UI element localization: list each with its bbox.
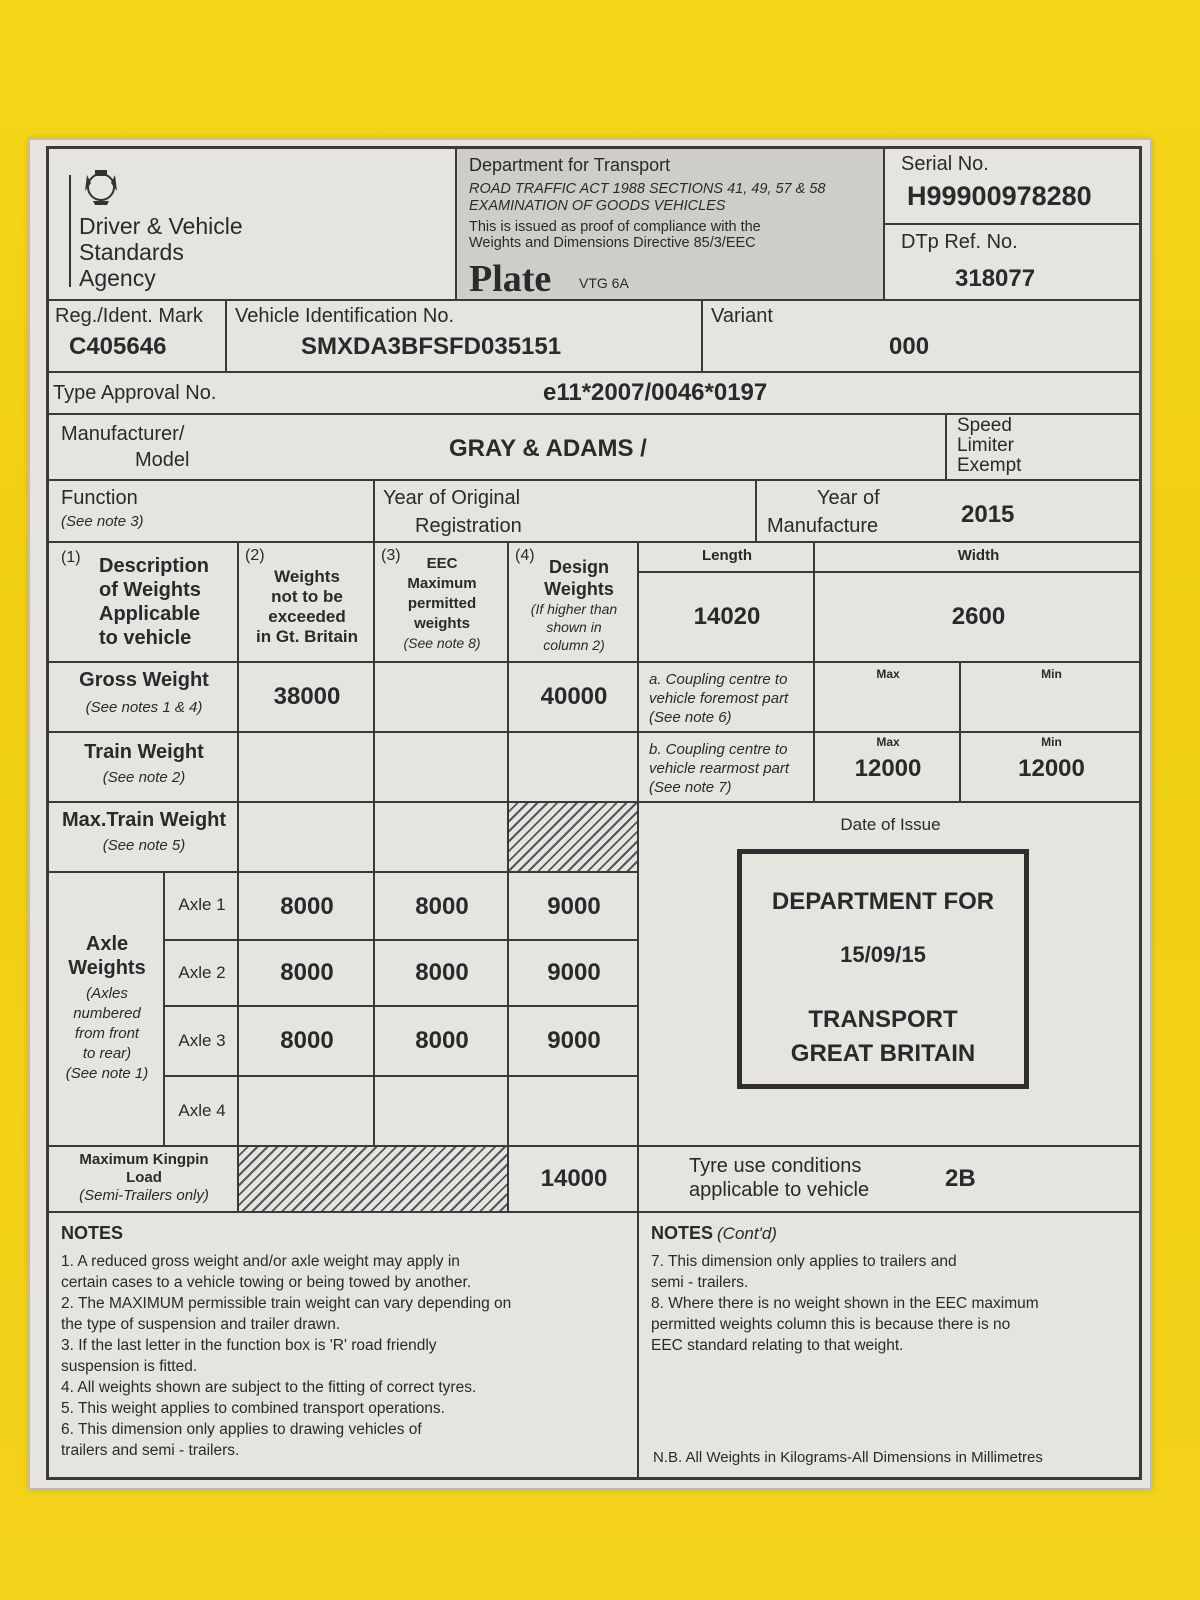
width-value: 2600 bbox=[951, 603, 1006, 630]
axle1-c4-cell bbox=[509, 873, 639, 941]
speed-limiter-cell bbox=[947, 415, 1142, 481]
variant-value: 000 bbox=[889, 333, 930, 360]
coupling-a-line1: a. Coupling centre to bbox=[649, 671, 788, 688]
coupling-b-line3: (See note 7) bbox=[649, 779, 732, 796]
act-line2: EXAMINATION OF GOODS VEHICLES bbox=[469, 198, 726, 214]
nb-line: N.B. All Weights in Kilograms-All Dimensions in Millimetres bbox=[653, 1449, 1043, 1466]
year-original-label1: Year of Original bbox=[383, 487, 521, 509]
manufacturer-value: GRAY & ADAMS / bbox=[449, 435, 647, 462]
axle4-c4-cell bbox=[509, 1077, 639, 1147]
axle4-name-cell bbox=[165, 1077, 239, 1147]
col1-line4: to vehicle bbox=[99, 627, 192, 649]
axle4-c3-cell bbox=[375, 1077, 509, 1147]
kingpin-line1: Maximum Kingpin bbox=[79, 1151, 209, 1168]
col2-header bbox=[239, 543, 375, 663]
gross-c2: 38000 bbox=[273, 683, 341, 710]
maxtrain-c4-hatched bbox=[509, 803, 639, 873]
agency-line2: Standards bbox=[79, 239, 184, 265]
function-note: (See note 3) bbox=[61, 513, 144, 530]
coupling-a-max-cell bbox=[815, 663, 961, 733]
plate-title: Plate bbox=[469, 258, 552, 300]
col3-line2: Maximum bbox=[407, 575, 477, 592]
col4-line3: (If higher than bbox=[530, 601, 618, 617]
stamp-line3: TRANSPORT bbox=[808, 1006, 958, 1033]
axle-label2: Weights bbox=[68, 957, 146, 979]
manufacturer-label2: Model bbox=[135, 449, 190, 471]
length-value-cell bbox=[639, 573, 815, 663]
train-note: (See note 2) bbox=[102, 769, 186, 786]
axle-label-cell bbox=[49, 873, 165, 1147]
dtp-block bbox=[885, 225, 1142, 301]
agency-line1: Driver & Vehicle bbox=[79, 213, 243, 239]
coupling-a-line2: vehicle foremost part bbox=[649, 690, 789, 707]
length-value: 14020 bbox=[693, 603, 761, 630]
note-line: 4. All weights shown are subject to the fitting of correct tyres. bbox=[61, 1379, 477, 1396]
length-label: Length bbox=[702, 547, 752, 564]
vin-label: Vehicle Identification No. bbox=[235, 305, 455, 327]
royal-crest-icon bbox=[77, 167, 125, 207]
axle3-c2-cell bbox=[239, 1007, 375, 1077]
note-line: trailers and semi - trailers. bbox=[61, 1442, 240, 1459]
coupling-a-line3: (See note 6) bbox=[649, 709, 732, 726]
manufacturer-label1: Manufacturer/ bbox=[61, 423, 185, 445]
train-c4-cell bbox=[509, 733, 639, 803]
col3-line3: permitted bbox=[407, 595, 477, 612]
col3-header bbox=[375, 543, 509, 663]
col3-num: (3) bbox=[381, 547, 401, 564]
reg-label: Reg./Ident. Mark bbox=[55, 305, 203, 327]
col2-line2: not to be bbox=[271, 587, 343, 606]
year-manufacture-value: 2015 bbox=[961, 501, 1015, 528]
tyre-value: 2B bbox=[945, 1165, 976, 1192]
type-approval-row bbox=[49, 373, 1142, 415]
col1-line3: Applicable bbox=[99, 603, 201, 625]
tyre-line2: applicable to vehicle bbox=[689, 1179, 870, 1201]
gross-label: Gross Weight bbox=[79, 669, 209, 691]
stamp-date: 15/09/15 bbox=[840, 942, 926, 967]
train-label: Train Weight bbox=[84, 741, 204, 763]
coupling-b-cell bbox=[639, 733, 815, 803]
coupling-a-max-label: Max bbox=[876, 667, 900, 681]
manufacturer-cell bbox=[49, 415, 947, 481]
maxtrain-c3-cell bbox=[375, 803, 509, 873]
note-line: semi - trailers. bbox=[651, 1274, 749, 1291]
maxtrain-label: Max.Train Weight bbox=[61, 809, 227, 831]
serial-label: Serial No. bbox=[901, 153, 989, 175]
coupling-b-max-cell bbox=[815, 733, 961, 803]
notes-list bbox=[61, 1251, 511, 1461]
axle1-c3-cell bbox=[375, 873, 509, 941]
issued-line2: Weights and Dimensions Directive 85/3/EEC bbox=[469, 235, 756, 251]
variant-label: Variant bbox=[711, 305, 773, 327]
notes-right bbox=[639, 1213, 1142, 1477]
coupling-b-line2: vehicle rearmost part bbox=[649, 760, 790, 777]
year-manufacture-cell bbox=[757, 481, 1142, 543]
note-line: 8. Where there is no weight shown in the EEC maximum bbox=[651, 1295, 1039, 1312]
kingpin-label-cell bbox=[49, 1147, 239, 1213]
col4-line2: Weights bbox=[544, 579, 614, 599]
note-line: permitted weights column this is because there is no bbox=[651, 1316, 1011, 1333]
train-label-cell bbox=[49, 733, 239, 803]
type-approval-label: Type Approval No. bbox=[53, 382, 217, 404]
vin-value: SMXDA3BFSFD035151 bbox=[301, 333, 562, 360]
vin-cell bbox=[227, 301, 703, 373]
notes-title: NOTES bbox=[61, 1223, 124, 1243]
coupling-a-min-label: Min bbox=[1041, 667, 1062, 681]
width-label: Width bbox=[957, 547, 1000, 564]
act-line1: ROAD TRAFFIC ACT 1988 SECTIONS 41, 49, 57 & 58 bbox=[469, 181, 826, 197]
col4-num: (4) bbox=[515, 547, 535, 564]
coupling-b-min-value: 12000 bbox=[1018, 755, 1085, 782]
function-cell bbox=[49, 481, 375, 543]
agency-divider bbox=[69, 175, 71, 287]
axle1-name-cell bbox=[165, 873, 239, 941]
axle-note3: from front bbox=[74, 1025, 140, 1042]
note-line: 5. This weight applies to combined transport operations. bbox=[61, 1400, 445, 1417]
dtp-label: DTp Ref. No. bbox=[901, 231, 1018, 253]
coupling-b-min-cell bbox=[961, 733, 1142, 803]
axle-note4: to rear) bbox=[82, 1045, 132, 1062]
axle4-name: Axle 4 bbox=[178, 1101, 226, 1120]
stamp-line4: GREAT BRITAIN bbox=[790, 1040, 976, 1067]
vtg6a-plate bbox=[28, 138, 1152, 1490]
tyre-cell bbox=[639, 1147, 1142, 1213]
col4-line5: column 2) bbox=[543, 637, 605, 653]
col4-header bbox=[509, 543, 639, 663]
maxtrain-label-cell bbox=[49, 803, 239, 873]
axle2-name-cell bbox=[165, 941, 239, 1007]
axle4-c2-cell bbox=[239, 1077, 375, 1147]
dept-title: Department for Transport bbox=[469, 155, 671, 175]
notes-left bbox=[49, 1213, 639, 1477]
gross-note: (See notes 1 & 4) bbox=[85, 699, 203, 716]
serial-value: H99900978280 bbox=[907, 181, 1092, 211]
notes-cont-list bbox=[651, 1251, 1039, 1356]
stamp-line1: DEPARTMENT FOR bbox=[771, 888, 995, 915]
axle-note5: (See note 1) bbox=[65, 1065, 149, 1082]
length-label-cell bbox=[639, 543, 815, 573]
axle3-c4-cell bbox=[509, 1007, 639, 1077]
maxtrain-note: (See note 5) bbox=[102, 837, 186, 854]
col2-line1: Weights bbox=[274, 567, 340, 586]
width-value-cell bbox=[815, 573, 1142, 663]
serial-block bbox=[885, 149, 1142, 225]
speed-limiter-line3: Exempt bbox=[957, 455, 1022, 476]
axle-note1: (Axles bbox=[86, 985, 128, 1002]
note-line: 3. If the last letter in the function box is 'R' road friendly bbox=[61, 1337, 437, 1354]
date-of-issue-label: Date of Issue bbox=[840, 815, 941, 834]
axle-label1: Axle bbox=[85, 933, 129, 955]
year-manufacture-label1: Year of bbox=[817, 487, 880, 509]
axle2-c2: 8000 bbox=[280, 959, 334, 986]
issued-line1: This is issued as proof of compliance with the bbox=[469, 219, 761, 235]
agency-block bbox=[49, 149, 457, 301]
gross-label-cell bbox=[49, 663, 239, 733]
axle2-c3: 8000 bbox=[415, 959, 469, 986]
reg-cell bbox=[49, 301, 227, 373]
note-line: EEC standard relating to that weight. bbox=[651, 1337, 904, 1354]
axle-note2: numbered bbox=[73, 1005, 141, 1022]
col4-line1: Design bbox=[548, 557, 609, 577]
width-label-cell bbox=[815, 543, 1142, 573]
train-c3-cell bbox=[375, 733, 509, 803]
col1-line1: Description bbox=[99, 555, 210, 577]
coupling-b-line1: b. Coupling centre to bbox=[649, 741, 788, 758]
coupling-a-cell bbox=[639, 663, 815, 733]
agency-line3: Agency bbox=[79, 265, 156, 291]
axle1-c2-cell bbox=[239, 873, 375, 941]
axle2-c2-cell bbox=[239, 941, 375, 1007]
axle3-c4: 9000 bbox=[547, 1027, 601, 1054]
col1-line2: of Weights bbox=[99, 579, 201, 601]
coupling-b-max-label: Max bbox=[876, 735, 900, 749]
issue-stamp bbox=[737, 849, 1029, 1089]
plate-code: VTG 6A bbox=[579, 275, 629, 291]
notes-cont-sub: (Cont'd) bbox=[717, 1224, 777, 1243]
axle1-c3: 8000 bbox=[415, 893, 469, 920]
axle3-c3-cell bbox=[375, 1007, 509, 1077]
col4-line4: shown in bbox=[546, 619, 602, 635]
tyre-line1: Tyre use conditions bbox=[689, 1155, 862, 1177]
note-line: the type of suspension and trailer drawn. bbox=[61, 1316, 341, 1333]
gross-c4-cell bbox=[509, 663, 639, 733]
note-line: 6. This dimension only applies to drawing vehicles of bbox=[61, 1421, 422, 1438]
gross-c3-cell bbox=[375, 663, 509, 733]
date-of-issue-block bbox=[639, 803, 1142, 1147]
axle2-c4-cell bbox=[509, 941, 639, 1007]
coupling-a-min-cell bbox=[961, 663, 1142, 733]
axle1-name: Axle 1 bbox=[178, 895, 226, 914]
coupling-b-min-label: Min bbox=[1041, 735, 1062, 749]
function-label: Function bbox=[61, 487, 138, 509]
axle2-c4: 9000 bbox=[547, 959, 601, 986]
kingpin-line3: (Semi-Trailers only) bbox=[79, 1187, 209, 1204]
axle2-name: Axle 2 bbox=[178, 963, 226, 982]
axle2-c3-cell bbox=[375, 941, 509, 1007]
train-c2-cell bbox=[239, 733, 375, 803]
col2-num: (2) bbox=[245, 547, 265, 564]
axle1-c2: 8000 bbox=[280, 893, 334, 920]
gross-c2-cell bbox=[239, 663, 375, 733]
kingpin-line2: Load bbox=[126, 1169, 162, 1186]
col3-line5: (See note 8) bbox=[403, 635, 481, 651]
speed-limiter-line1: Speed bbox=[957, 415, 1012, 436]
gross-c4: 40000 bbox=[540, 683, 608, 710]
note-line: 2. The MAXIMUM permissible train weight can vary depending on bbox=[61, 1295, 512, 1312]
dtp-value: 318077 bbox=[955, 265, 1036, 292]
kingpin-hatched bbox=[239, 1147, 509, 1213]
note-line: 7. This dimension only applies to trailers and bbox=[651, 1253, 957, 1270]
type-approval-value: e11*2007/0046*0197 bbox=[543, 379, 768, 406]
year-original-cell bbox=[375, 481, 757, 543]
col2-line4: in Gt. Britain bbox=[256, 627, 358, 646]
axle3-name-cell bbox=[165, 1007, 239, 1077]
speed-limiter-line2: Limiter bbox=[957, 435, 1015, 456]
reg-value: C405646 bbox=[69, 333, 167, 360]
axle3-c2: 8000 bbox=[280, 1027, 334, 1054]
variant-cell bbox=[703, 301, 1142, 373]
col2-line3: exceeded bbox=[268, 607, 346, 626]
col1-num: (1) bbox=[61, 549, 81, 566]
year-original-label2: Registration bbox=[415, 515, 522, 537]
kingpin-c4-cell bbox=[509, 1147, 639, 1213]
col3-line1: EEC bbox=[426, 555, 458, 572]
col3-line4: weights bbox=[414, 615, 470, 632]
axle3-c3: 8000 bbox=[415, 1027, 469, 1054]
note-line: 1. A reduced gross weight and/or axle weight may apply in bbox=[61, 1253, 460, 1270]
maxtrain-c2-cell bbox=[239, 803, 375, 873]
plate-grid bbox=[46, 146, 1142, 1480]
notes-cont-title: NOTES bbox=[651, 1223, 714, 1243]
axle1-c4: 9000 bbox=[547, 893, 601, 920]
dept-block bbox=[457, 149, 885, 301]
coupling-b-max-value: 12000 bbox=[854, 755, 922, 782]
col1-header bbox=[49, 543, 239, 663]
year-manufacture-label2: Manufacture bbox=[767, 515, 879, 537]
note-line: certain cases to a vehicle towing or being towed by another. bbox=[61, 1274, 472, 1291]
note-line: suspension is fitted. bbox=[61, 1358, 198, 1375]
kingpin-c4: 14000 bbox=[540, 1165, 608, 1192]
axle3-name: Axle 3 bbox=[178, 1031, 226, 1050]
